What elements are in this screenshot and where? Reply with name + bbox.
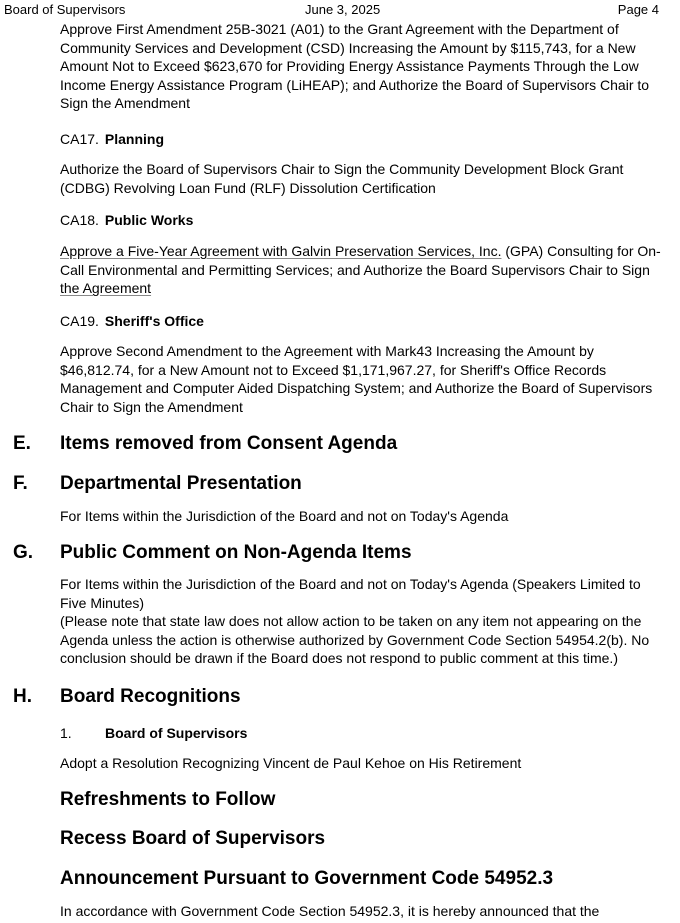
- text-line: (Please note that state law does not allow action to be taken on any item not appearing on the: [60, 613, 642, 630]
- text-line: Five Minutes): [60, 594, 145, 611]
- announcement-text: [60, 902, 662, 921]
- section-letter: G.: [13, 542, 34, 563]
- text-line: conclusion should be drawn if the Board does not respond to public comment at this time.): [60, 650, 618, 667]
- text-line: Agenda unless the action is otherwise authorized by Government Code Section 54954.2(b). No: [60, 631, 650, 648]
- refreshments-heading: Refreshments to Follow: [60, 789, 276, 810]
- section-f-text: [60, 507, 662, 526]
- item-number: CA17.: [60, 131, 99, 147]
- text-line: Income Energy Assistance Program (LiHEAP); and Authorize the Board of Supervisors Chair to: [60, 76, 650, 93]
- item-number: CA19.: [60, 313, 99, 329]
- header-board-name: Board of Supervisors: [4, 2, 126, 17]
- intro-paragraph: [60, 20, 662, 113]
- agenda-item-ca18-label: [60, 211, 193, 229]
- section-title: Board Recognitions: [60, 686, 241, 707]
- recognition-item-text: [60, 754, 662, 773]
- agenda-item-ca17-text: [60, 160, 662, 197]
- text-line: Approve Second Amendment to the Agreement with Mark43 Increasing the Amount by: [60, 343, 594, 359]
- text-line: Authorize the Board of Supervisors Chair to Sign the Community Development Block Grant: [60, 161, 624, 177]
- section-title: Items removed from Consent Agenda: [60, 433, 398, 454]
- text-line: Chair to Sign the Amendment: [60, 398, 243, 415]
- section-title: Departmental Presentation: [60, 473, 302, 494]
- recognition-item-label: [60, 724, 248, 742]
- text-line: Amount Not to Exceed $623,670 for Providing Energy Assistance Payments Through the Low: [60, 58, 639, 75]
- item-department: Sheriff's Office: [104, 313, 204, 329]
- recess-heading: Recess Board of Supervisors: [60, 828, 326, 849]
- announcement-heading: Announcement Pursuant to Government Code 54952.3: [60, 868, 554, 889]
- item-department: Board of Supervisors: [105, 725, 248, 741]
- section-letter: E.: [13, 433, 31, 454]
- agenda-item-ca17-label: [60, 130, 164, 148]
- header-page-number: Page 4: [617, 2, 659, 17]
- text-line: Call Environmental and Permitting Services; and Authorize the Board Supervisors Chair to Sign: [60, 261, 650, 278]
- text-line: Approve First Amendment 25B-3021 (A01) to the Grant Agreement with the Department of: [60, 21, 619, 37]
- text-line: Adopt a Resolution Recognizing Vincent de Paul Kehoe on His Retirement: [60, 755, 522, 771]
- underlined-text: Approve a Five-Year Agreement with Galvin Preservation Services, Inc.: [60, 243, 502, 259]
- agenda-item-ca18-text: [60, 242, 662, 298]
- item-department: Planning: [104, 131, 165, 147]
- section-letter: H.: [13, 686, 32, 707]
- text-line: Community Services and Development (CSD) Increasing the Amount by $115,743, for a New: [60, 39, 636, 56]
- text-line: (CDBG) Revolving Loan Fund (RLF) Dissolution Certification: [60, 179, 436, 196]
- text-line: $46,812.74, for a New Amount not to Exceed $1,171,967.27, for Sheriff's Office Records: [60, 361, 607, 378]
- agenda-item-ca19-label: [60, 312, 204, 330]
- text-line: For Items within the Jurisdiction of the Board and not on Today's Agenda: [60, 508, 509, 524]
- section-letter: F.: [13, 473, 28, 494]
- item-number: CA18.: [60, 212, 99, 228]
- text-segment: (GPA) Consulting for On-: [501, 243, 661, 259]
- section-g-text: [60, 575, 662, 668]
- text-line: In accordance with Government Code Section 54952.3, it is hereby announced that the: [60, 903, 600, 919]
- header-date: June 3, 2025: [305, 2, 381, 17]
- item-department: Public Works: [104, 212, 194, 228]
- text-line: Management and Computer Aided Dispatching System; and Authorize the Board of Supervisors: [60, 380, 653, 397]
- section-title: Public Comment on Non-Agenda Items: [60, 542, 412, 563]
- item-number: 1.: [60, 725, 72, 741]
- text-line: Sign the Amendment: [60, 95, 190, 112]
- underlined-text: the Agreement: [60, 280, 152, 297]
- text-line: For Items within the Jurisdiction of the Board and not on Today's Agenda (Speakers Limited to: [60, 576, 641, 592]
- agenda-item-ca19-text: [60, 342, 662, 416]
